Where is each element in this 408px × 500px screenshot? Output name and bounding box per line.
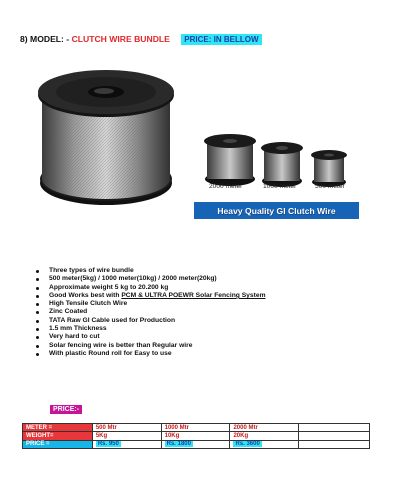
table-cell xyxy=(299,440,370,448)
table-cell: 5Kg xyxy=(92,432,161,440)
model-name: CLUTCH WIRE BUNDLE xyxy=(71,34,170,44)
caption-2000-meter: 2000 meter xyxy=(209,183,243,190)
caption-500-meter: 500 meter xyxy=(315,183,345,190)
price-table xyxy=(22,423,370,449)
list-item: Very hard to cut xyxy=(36,333,266,341)
list-item: 1.5 mm Thickness xyxy=(36,325,266,333)
table-cell: 10Kg xyxy=(161,432,230,440)
list-item-underline: PCM & ULTRA POEWR Solar Fencing System xyxy=(121,291,266,299)
table-cell: WEIGHT= xyxy=(23,432,93,440)
model-label: 8) MODEL: - xyxy=(20,34,70,44)
table-cell xyxy=(230,440,299,448)
list-item: Three types of wire bundle xyxy=(36,267,266,275)
feature-list xyxy=(36,267,266,358)
list-item: Zinc Coated xyxy=(36,308,266,316)
list-item: TATA Raw GI Cable used for Production xyxy=(36,317,266,325)
list-item: High Tensile Clutch Wire xyxy=(36,300,266,308)
price-tag: PRICE: IN BELLOW xyxy=(181,34,261,45)
list-item: Approximate weight 5 kg to 20.200 kg xyxy=(36,284,266,292)
table-cell xyxy=(299,432,370,440)
table-cell xyxy=(92,440,161,448)
list-item: Solar fencing wire is better than Regular wire xyxy=(36,342,266,350)
table-row xyxy=(23,432,370,440)
table-cell: 20Kg xyxy=(230,432,299,440)
table-row xyxy=(23,440,370,448)
caption-1000-meter: 1000 meter xyxy=(263,183,297,190)
list-item xyxy=(36,292,266,300)
wire-spool-large-image xyxy=(18,65,198,215)
table-cell xyxy=(299,424,370,432)
price-value: Rs. 3600 xyxy=(235,441,260,448)
table-cell: METER = xyxy=(23,424,93,432)
list-item: With plastic Round roll for Easy to use xyxy=(36,350,266,358)
table-cell xyxy=(161,440,230,448)
table-cell: PRICE = xyxy=(23,440,93,448)
table-row xyxy=(23,424,370,432)
table-cell: 1000 Mtr xyxy=(161,424,230,432)
list-item-text: Good Works best with xyxy=(49,291,120,299)
table-cell: 500 Mtr xyxy=(92,424,161,432)
price-label: PRICE:- xyxy=(50,405,82,414)
price-value: Rs. 950 xyxy=(97,441,119,448)
product-heading xyxy=(20,34,262,44)
quality-banner: Heavy Quality GI Clutch Wire xyxy=(194,202,359,219)
price-value: Rs. 1800 xyxy=(166,441,191,448)
list-item: 500 meter(5kg) / 1000 meter(10kg) / 2000 meter(20kg) xyxy=(36,275,266,283)
table-cell: 2000 Mtr xyxy=(230,424,299,432)
